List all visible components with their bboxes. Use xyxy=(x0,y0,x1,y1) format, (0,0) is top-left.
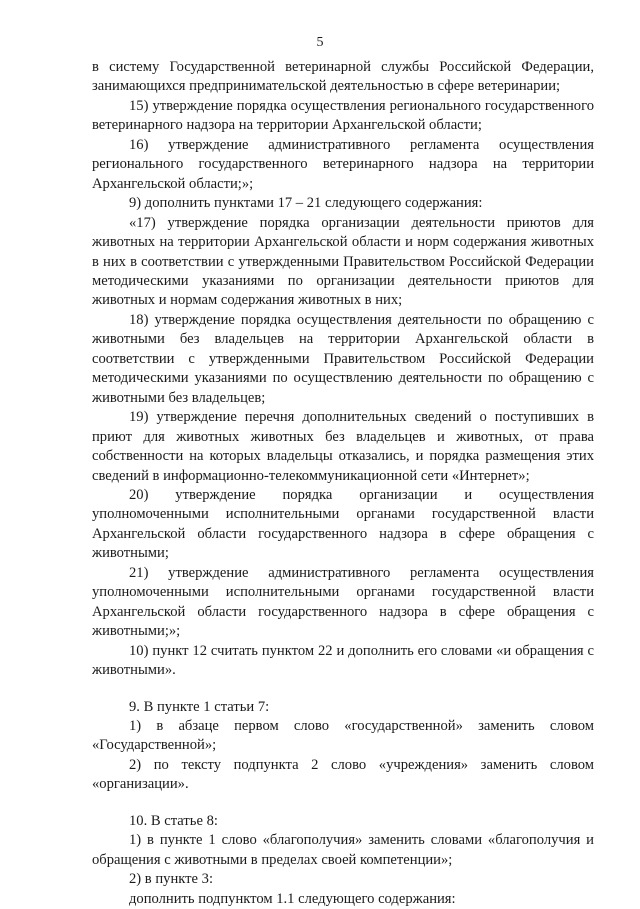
paragraph-item-20: 20) утверждение порядка организации и осуществления уполномоченными исполнительными органами государственной власти Архангельской области государственного надзора в сфере обращения с животными; xyxy=(92,486,594,562)
paragraph-item-19: 19) утверждение перечня дополнительных сведений о поступивших в приют для животных животных без владельцев и животных, от права собственности на которых владельцы отказались, и порядка размещения этих сведений в информационно-телекоммуникационной сети «Интернет»; xyxy=(92,409,594,484)
paragraph-item-15: 15) утверждение порядка осуществления регионального государственного ветеринарного надзора на территории Архангельской области; xyxy=(92,97,594,134)
paragraph-continuation: в систему Государственной ветеринарной службы Российской Федерации, занимающихся предпринимательской деятельностью в сфере ветеринарии; xyxy=(92,59,594,95)
paragraph-item-21: 21) утверждение административного регламента осуществления уполномоченными исполнительными органами государственной власти Архангельской области государственного надзора в сфере обращения с животными;»; xyxy=(92,564,594,640)
paragraph-item-9-add: 9) дополнить пунктами 17 – 21 следующего содержания: xyxy=(129,195,483,212)
document-body xyxy=(92,58,594,909)
paragraph-item-18: 18) утверждение порядка осуществления деятельности по обращению с животными без владельцев на территории Архангельской области в соответствии с утвержденными Правительством Российской Федерации методическими указаниями по осуществлению деятельности по обращению с животными без владельцев; xyxy=(92,311,594,406)
paragraph-article-7-item-2: 2) по тексту подпункта 2 слово «учреждения» заменить словом «организации». xyxy=(92,756,594,793)
paragraph-article-8-subitem: дополнить подпунктом 1.1 следующего содержания: xyxy=(129,890,456,907)
paragraph-item-10-point: 10) пункт 12 считать пунктом 22 и дополнить его словами «и обращения с животными». xyxy=(92,642,594,679)
page-number: 5 xyxy=(316,35,324,50)
section-heading-article-7: 9. В пункте 1 статьи 7: xyxy=(129,698,270,715)
paragraph-item-17: «17) утверждение порядка организации деятельности приютов для животных на территории Архангельской области и норм содержания животных в них в соответствии с утвержденными Правительством Российской Федерации методическими указаниями по организации деятельности приютов для животных и нормам содержания животных в них; xyxy=(92,214,594,309)
paragraph-article-8-item-1: 1) в пункте 1 слово «благополучия» заменить словами «благополучия и обращения с животными в пределах своей компетенции»; xyxy=(92,832,594,868)
section-heading-article-8: 10. В статье 8: xyxy=(129,812,218,829)
paragraph-item-16: 16) утверждение административного регламента осуществления регионального государственного ветеринарного надзора на территории Архангельской области;»; xyxy=(92,136,594,192)
paragraph-article-8-item-2: 2) в пункте 3: xyxy=(129,871,214,888)
paragraph-article-7-item-1: 1) в абзаце первом слово «государственной» заменить словом «Государственной»; xyxy=(92,717,594,754)
